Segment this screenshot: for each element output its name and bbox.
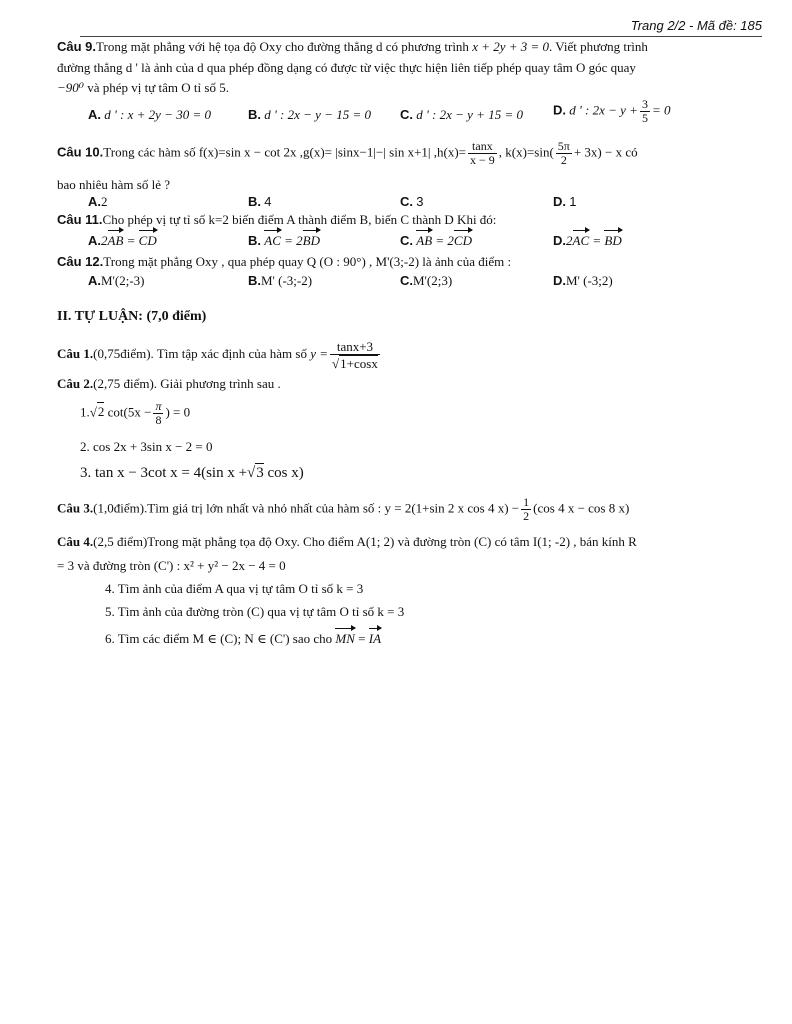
page-header: Trang 2/2 - Mã đề: 185 [80,18,762,37]
e2-item2: 2. cos 2x + 3sin x − 2 = 0 [80,439,213,454]
option-label: C. [400,273,413,288]
q10-line2: bao nhiêu hàm số lẻ ? [57,177,170,192]
q10-text3: + 3x) − x có [573,144,638,160]
sqrt-body: 1+cosx [340,356,378,371]
vector: IA [368,631,382,646]
vector: AC [572,233,590,248]
option-label: B. [248,107,261,122]
option-label: A. [88,107,101,122]
option-text: M' (-3;2) [566,273,613,288]
option-label: D. [553,273,566,288]
q9-text1-end: . Viết phương trình [549,39,648,54]
q9-eq: x + 2y + 3 = 0 [472,39,550,54]
q12-text: Trong mặt phẳng Oxy , qua phép quay Q (O : 90°) , M'(3;-2) là ảnh của điểm : [103,254,512,269]
e2-item1: 1.√2 cot(5x − $\frac{\pi}{8}$ ) = 0 [80,399,191,427]
option-label: C. [400,107,413,122]
coef: 2 [566,233,573,248]
option-text: M'(2;-3) [101,273,145,288]
denominator: 2 [523,509,530,523]
denominator: 2 [560,153,567,167]
e3-tail: (cos 4 x − cos 8 x) [533,500,630,516]
q11-label: Câu 11. [57,212,103,227]
e4-item6 [57,630,762,648]
q9-option-d[interactable] [553,98,670,125]
denominator: 8 [155,413,162,427]
numerator: tanx+3 [330,339,380,355]
e3-line [57,496,762,523]
option-label: A. [88,233,101,248]
q11-option-d[interactable] [553,232,622,250]
q11-line1 [57,211,762,229]
fraction [521,496,531,523]
option-label: B. [248,194,261,209]
option-label: A. [88,273,101,288]
fraction [153,400,163,427]
e1-fraction [330,339,380,371]
e4-line2: = 3 và đường tròn (C') : x² + y² − 2x − 4 = 0 [57,558,286,573]
q9-line1 [57,38,762,56]
vector: AC [264,233,281,248]
q9-angle: −90⁰ [57,80,84,95]
option-text: M'(2;3) [413,273,453,288]
option-label: D. [553,102,566,118]
option-label: D. [553,233,566,248]
option-label: B. [248,273,261,288]
denominator: √1+cosx [332,356,378,371]
sqrt-body: 2 [97,404,105,420]
sqrt-body: 3 [256,465,264,481]
option-text: d ' : 2x − y − 15 = 0 [264,107,371,122]
e4-text1: (2,5 điểm)Trong mặt phẳng tọa độ Oxy. Cho điểm A(1; 2) và đường tròn (C) có tâm I(1; -2) , bán kính R [93,534,637,549]
eq: = 2 [280,233,303,248]
h-fraction [468,140,497,167]
q12-option-a[interactable] [88,272,145,290]
option-text-end: = 0 [651,102,671,118]
e4-item4 [57,580,762,598]
e2-label: Câu 2. [57,376,94,391]
option-text: d ' : 2x − y + 15 = 0 [416,107,523,122]
option-label: B. [248,233,261,248]
item-text: 6. Tìm các điểm M ∈ (C); N ∈ (C') sao cho [105,631,336,646]
k-fraction [556,140,572,167]
q9-text3: và phép vị tự tâm O tỉ số 5. [83,80,229,95]
e1-y: y = [310,345,329,361]
q9-text1: Trong mặt phẳng với hệ tọa độ Oxy cho đường thẳng d có phương trình [96,39,469,54]
q10-option-d[interactable] [553,193,576,211]
numerator: 5π [557,139,570,153]
e2-line [57,375,762,393]
item-text-end: cos x) [263,465,304,481]
q10-option-c[interactable] [400,193,423,211]
q9-line3 [57,79,762,97]
q10-label: Câu 10. [57,144,104,160]
vector: BD [302,233,320,248]
e4-label: Câu 4. [57,534,94,549]
eq: = 2 [432,233,454,248]
vector: AB [107,233,124,248]
item-num: 1. [80,404,90,420]
item-text: 3. tan x − 3cot x = 4(sin x + [80,465,248,481]
fraction [640,98,650,125]
option-text: 1 [569,194,577,209]
item-text-end: ) = 0 [165,404,191,420]
item-text: cot(5x − [104,404,152,420]
e4-item5 [57,603,762,621]
option-text: M' (-3;-2) [261,273,313,288]
option-text: d ' : x + 2y − 30 = 0 [104,107,211,122]
numerator: tanx [468,140,497,154]
q10-text1: Trong các hàm số f(x)=sin x − cot 2x ,g(x)= |sinx−1|−| sin x+1| ,h(x)= [103,144,466,160]
option-label: C. [400,194,413,209]
denominator: 5 [641,111,648,125]
q12-label: Câu 12. [57,254,104,269]
numerator: 1 [523,495,530,509]
numerator: 3 [641,97,648,111]
coef: 2 [101,233,108,248]
q12-option-c[interactable] [400,272,452,290]
e4-line1 [57,533,762,551]
e3-text: (1,0điểm).Tìm giá trị lớn nhất và nhỏ nhất của hàm số : y = 2(1+sin 2 x cos 4 x) − [93,500,520,516]
q12-option-d[interactable] [553,272,613,290]
e1-text: (0,75điểm). Tìm tập xác định của hàm số [93,345,307,361]
q11-option-b[interactable] [248,232,320,250]
vector: CD [453,233,472,248]
option-label: A. [88,194,101,209]
eq: = [123,233,139,248]
eq: = [589,233,605,248]
q10-text2: , k(x)=sin( [498,144,554,160]
e3-label: Câu 3. [57,500,94,516]
e2-item3: 3. tan x − 3cot x = 4(sin x +√3 cos x) [80,465,304,481]
q11-option-a[interactable] [88,232,157,250]
q9-line2: đường thẳng d ' là ảnh của d qua phép đồng dạng có được từ việc thực hiện liên tiếp phép quay tâm O góc quay [57,60,636,75]
q10-option-b[interactable] [248,193,271,211]
q9-label: Câu 9. [57,39,97,54]
option-label: C. [400,233,413,248]
vector: BD [604,233,622,248]
q11-option-c[interactable] [400,232,472,250]
q12-line1 [57,253,762,271]
e1-line [57,339,762,371]
q9-option-b[interactable] [248,106,371,124]
vector: CD [138,233,157,248]
vector: MN [335,631,355,646]
denominator: x − 9 [470,153,495,167]
item-text: 5. Tìm ảnh của đường tròn (C) qua vị tự tâm O tỉ số k = 3 [105,604,405,619]
q9-option-c[interactable] [400,106,523,124]
option-text: d ' : 2x − y + [569,102,638,118]
e1-label: Câu 1. [57,345,94,361]
option-label: D. [553,194,566,209]
eq: = [354,631,369,646]
section-title: II. TỰ LUẬN: (7,0 điểm) [57,309,207,324]
option-text: 4 [264,194,272,209]
q11-text: Cho phép vị tự tỉ số k=2 biến điểm A thành điểm B, biến C thành D Khi đó: [102,212,497,227]
q10-option-a[interactable] [88,193,108,211]
numerator: π [155,399,162,413]
vector: AB [416,233,433,248]
item-text: 4. Tìm ảnh của điểm A qua vị tự tâm O tỉ số k = 3 [105,581,364,596]
q12-option-b[interactable] [248,272,312,290]
option-text: 3 [416,194,424,209]
q9-option-a[interactable] [88,106,211,124]
e2-text: (2,75 điểm). Giải phương trình sau . [93,376,281,391]
q10-line1 [57,140,762,167]
option-text: 2 [101,194,108,209]
